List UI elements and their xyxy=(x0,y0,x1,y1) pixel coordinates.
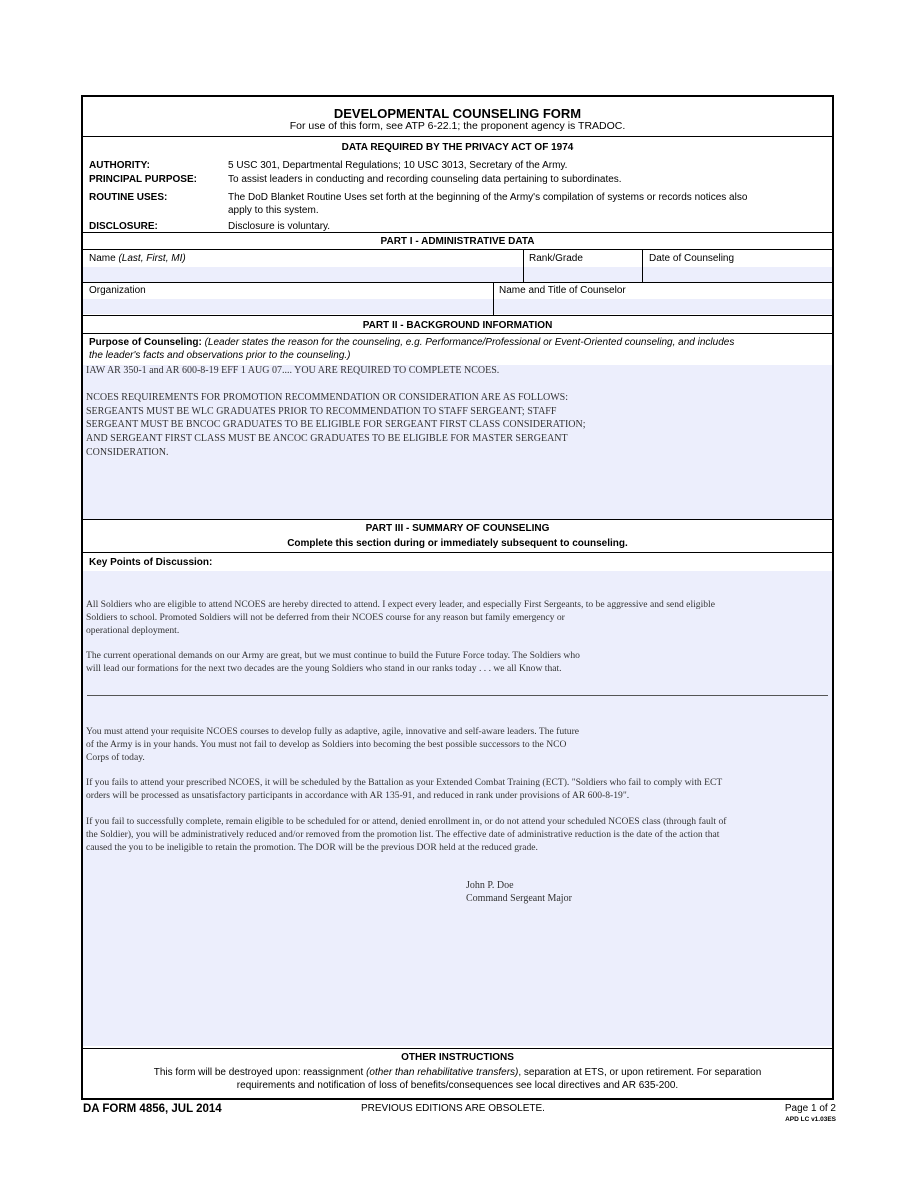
summary-p4-line1: If you fails to attend your prescribed NCOES, it will be scheduled by the Battalion as your Extended Combat Training (ECT). "Soldiers who fail to comply with ECT xyxy=(86,777,723,788)
summary-separator-line xyxy=(87,695,828,696)
signer-name: John P. Doe xyxy=(466,880,514,891)
counseling-form xyxy=(81,95,834,1100)
name-label-group xyxy=(89,253,186,264)
part3-heading: PART III - SUMMARY OF COUNSELING xyxy=(365,523,550,534)
counselor-label: Name and Title of Counselor xyxy=(499,285,626,296)
summary-p1-line3: operational deployment. xyxy=(86,625,180,636)
form-version: APD LC v1.03ES xyxy=(785,1116,836,1123)
summary-p2-line1: The current operational demands on our Army are great, but we must continue to build the Future Force today. The Soldiers who xyxy=(86,650,580,661)
summary-p5-line2: the Soldier), you will be administratively reduced and/or removed from the promotion list. The effective date of administrative reduction is the date of the action that xyxy=(86,829,720,840)
counselor-field[interactable] xyxy=(494,299,832,314)
summary-p5-line3: caused the you to be ineligible to retain the promotion. The DOR will be the previous DOR held at the reduced grade. xyxy=(86,842,538,853)
key-points-label: Key Points of Discussion: xyxy=(89,557,213,568)
summary-p5-line1: If you fail to successfully complete, remain eligible to be scheduled for or attend, denied enrollment in, or do not attend your scheduled NCOES class (through fault of xyxy=(86,816,727,827)
organization-field[interactable] xyxy=(83,299,493,314)
disclosure-label: DISCLOSURE: xyxy=(89,221,158,232)
routine-text-line1: The DoD Blanket Routine Uses set forth at the beginning of the Army's compilation of systems or records notices also xyxy=(228,192,748,203)
other-instructions-line2: requirements and notification of loss of benefits/consequences see local directives and AR 635-200. xyxy=(236,1080,679,1091)
privacy-heading: DATA REQUIRED BY THE PRIVACY ACT OF 1974 xyxy=(341,142,574,153)
routine-label: ROUTINE USES: xyxy=(89,192,168,203)
background-line-3: SERGEANTS MUST BE WLC GRADUATES PRIOR TO RECOMMENDATION TO STAFF SERGEANT; STAFF xyxy=(86,406,557,417)
summary-p4-line2: orders will be processed as unsatisfactory participants in accordance with AR 135-91, and reduced in rank under provisions of AR 600-8-19". xyxy=(86,790,630,801)
disclosure-text: Disclosure is voluntary. xyxy=(228,221,331,232)
background-line-5: AND SERGEANT FIRST CLASS MUST BE ANCOC GRADUATES TO BE ELIGIBLE FOR MASTER SERGEANT xyxy=(86,433,568,444)
part2-heading: PART II - BACKGROUND INFORMATION xyxy=(362,320,553,331)
form-number: DA FORM 4856, JUL 2014 xyxy=(83,1103,222,1115)
authority-label: AUTHORITY: xyxy=(89,160,150,171)
part1-heading: PART I - ADMINISTRATIVE DATA xyxy=(380,236,535,247)
summary-p3-line2: of the Army is in your hands. You must not fail to develop as Soldiers into becoming the best possible successors to the NCO xyxy=(86,739,567,750)
other-line1-c: , separation at ETS, or upon retirement. For separation xyxy=(518,1067,762,1078)
purpose-of-counseling-label: Purpose of Counseling: xyxy=(89,337,202,348)
obsolete-notice: PREVIOUS EDITIONS ARE OBSOLETE. xyxy=(361,1103,545,1114)
summary-p3-line1: You must attend your requisite NCOES courses to develop fully as adaptive, agile, innovative and self-aware leaders. The future xyxy=(86,726,580,737)
background-line-6: CONSIDERATION. xyxy=(86,447,169,458)
purpose-of-counseling-hint1: (Leader states the reason for the counseling, e.g. Performance/Professional or Event-Oriented counseling, and includes xyxy=(204,337,735,348)
background-line-1: IAW AR 350-1 and AR 600-8-19 EFF 1 AUG 07.... YOU ARE REQUIRED TO COMPLETE NCOES. xyxy=(86,365,500,376)
background-line-2: NCOES REQUIREMENTS FOR PROMOTION RECOMMENDATION OR CONSIDERATION ARE AS FOLLOWS: xyxy=(86,392,568,403)
form-subtitle: For use of this form, see ATP 6-22.1; the proponent agency is TRADOC. xyxy=(289,120,626,132)
rank-label: Rank/Grade xyxy=(529,253,583,264)
purpose-label: PRINCIPAL PURPOSE: xyxy=(89,174,197,185)
purpose-text: To assist leaders in conducting and recording counseling data pertaining to subordinates. xyxy=(228,174,622,185)
name-hint: (Last, First, MI) xyxy=(118,253,186,264)
background-line-4: SERGEANT MUST BE BNCOC GRADUATES TO BE ELIGIBLE FOR SERGEANT FIRST CLASS CONSIDERATION; xyxy=(86,419,586,430)
other-line1-b: (other than rehabilitative transfers) xyxy=(366,1067,519,1078)
date-field[interactable] xyxy=(643,267,832,282)
summary-p3-line3: Corps of today. xyxy=(86,752,145,763)
date-label: Date of Counseling xyxy=(649,253,735,264)
summary-p1-line1: All Soldiers who are eligible to attend NCOES are hereby directed to attend. I expect every leader, and especially First Sergeants, to be aggressive and send eligible xyxy=(86,599,715,610)
routine-text-line2: apply to this system. xyxy=(228,205,319,216)
other-instructions-line1 xyxy=(83,1067,832,1078)
page-number: Page 1 of 2 xyxy=(784,1103,836,1114)
summary-p2-line2: will lead our formations for the next two decades are the young Soldiers who stand in our ranks today . . . we all Know that. xyxy=(86,663,562,674)
other-line1-a: This form will be destroyed upon: reassignment xyxy=(153,1067,364,1078)
key-points-field[interactable] xyxy=(83,571,832,1046)
signer-title: Command Sergeant Major xyxy=(466,893,572,904)
purpose-of-counseling-line1 xyxy=(89,337,734,348)
part3-subheading: Complete this section during or immediately subsequent to counseling. xyxy=(287,538,628,549)
form-title: DEVELOPMENTAL COUNSELING FORM xyxy=(333,106,582,121)
organization-label: Organization xyxy=(89,285,146,296)
name-field[interactable] xyxy=(83,267,523,282)
purpose-of-counseling-hint2: the leader's facts and observations prior to the counseling.) xyxy=(89,350,351,361)
rank-field[interactable] xyxy=(524,267,642,282)
other-instructions-heading: OTHER INSTRUCTIONS xyxy=(401,1052,514,1063)
authority-text: 5 USC 301, Departmental Regulations; 10 USC 3013, Secretary of the Army. xyxy=(228,160,568,171)
name-label: Name xyxy=(89,253,116,264)
summary-p1-line2: Soldiers to school. Promoted Soldiers will not be deferred from their NCOES course for any reason but family emergency or xyxy=(86,612,565,623)
